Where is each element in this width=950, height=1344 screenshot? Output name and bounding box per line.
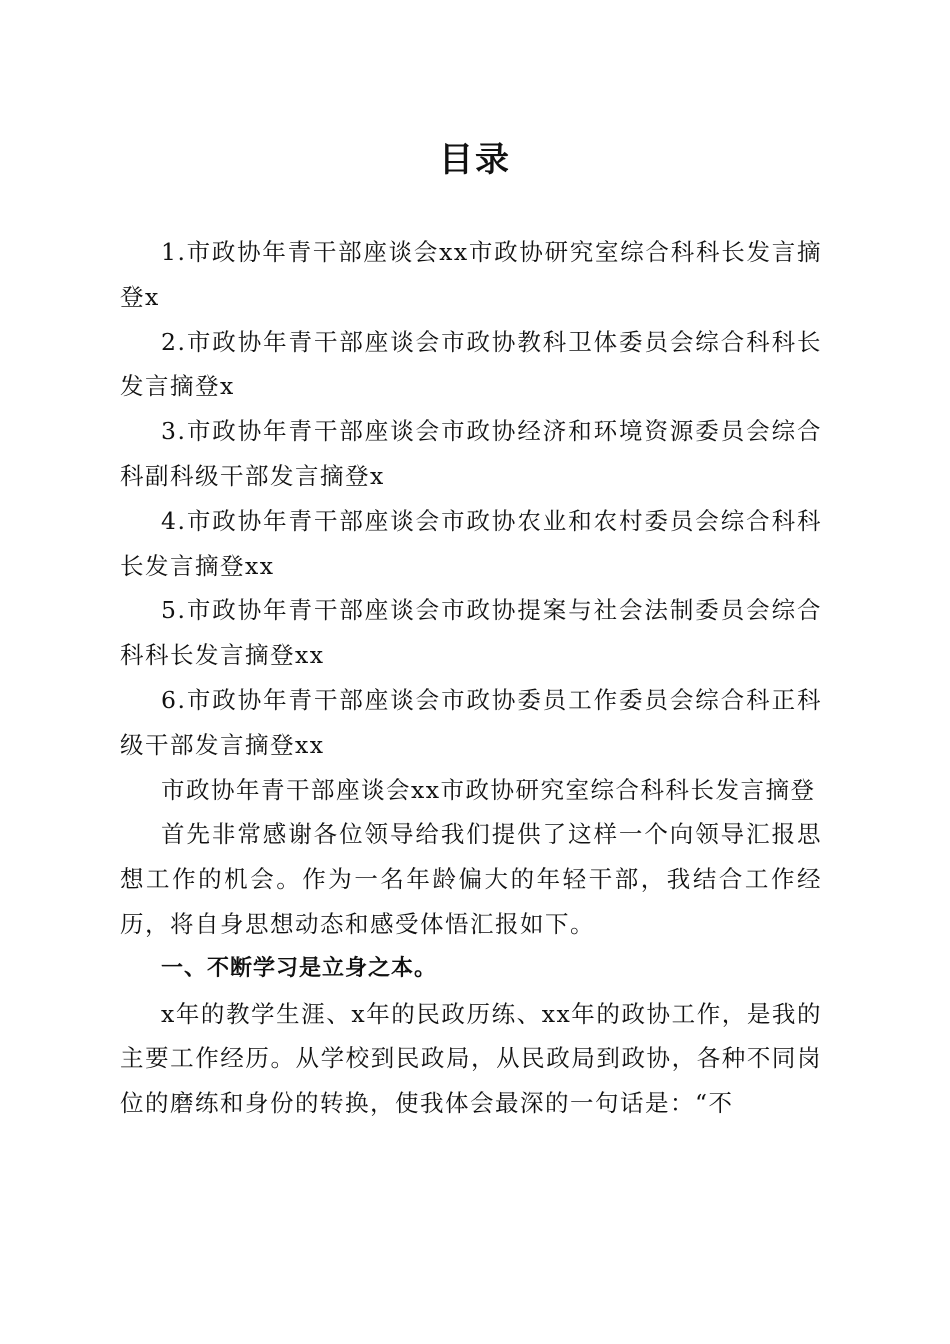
toc-entry-2: 2.市政协年青干部座谈会市政协教科卫体委员会综合科科长发言摘登x	[120, 327, 822, 401]
toc-entry-6: 6.市政协年青干部座谈会市政协委员工作委员会综合科正科级干部发言摘登xx	[120, 685, 822, 759]
document-body	[120, 230, 822, 1126]
section-heading-1: 一、不断学习是立身之本。	[161, 955, 438, 981]
article-title: 市政协年青干部座谈会xx市政协研究室综合科科长发言摘登	[161, 775, 816, 804]
toc-entry-5: 5.市政协年青干部座谈会市政协提案与社会法制委员会综合科科长发言摘登xx	[120, 596, 822, 670]
section-1-paragraph: x年的教学生涯、x年的民政历练、xx年的政协工作，是我的主要工作经历。从学校到民政局，从民政局到政协，各种不同岗位的磨练和身份的转换，使我体会最深的一句话是：“不	[120, 999, 822, 1118]
toc-entry-1: 1.市政协年青干部座谈会xx市政协研究室综合科科长发言摘登x	[120, 238, 822, 311]
toc-entry-3: 3.市政协年青干部座谈会市政协经济和环境资源委员会综合科副科级干部发言摘登x	[120, 417, 822, 490]
intro-paragraph: 首先非常感谢各位领导给我们提供了这样一个向领导汇报思想工作的机会。作为一名年龄偏大的年轻干部，我结合工作经历，将自身思想动态和感受体悟汇报如下。	[120, 820, 822, 938]
document-title: 目录	[439, 140, 511, 180]
toc-entry-4: 4.市政协年青干部座谈会市政协农业和农村委员会综合科科长发言摘登xx	[120, 506, 822, 580]
